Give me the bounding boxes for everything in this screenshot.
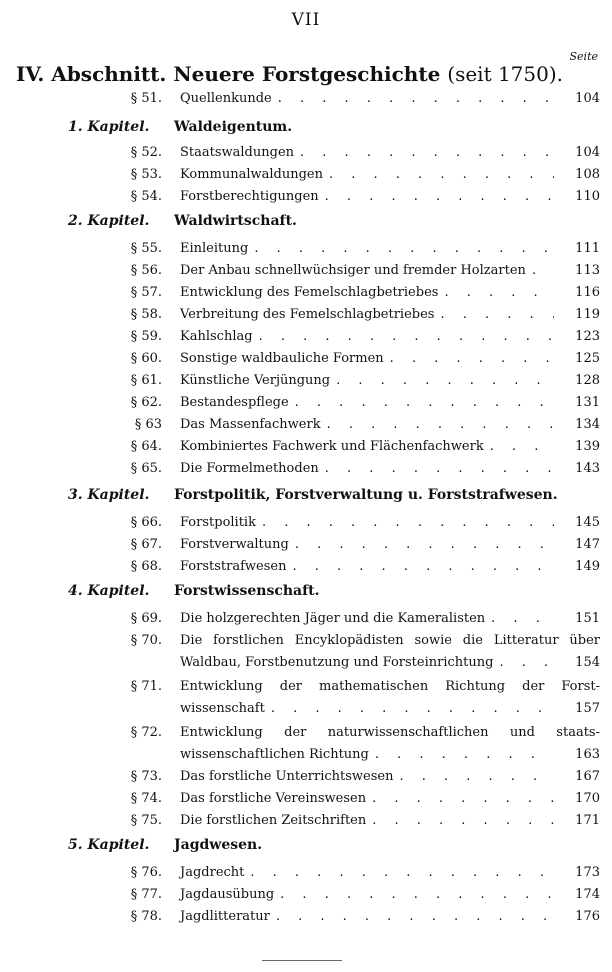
page-ref: 110: [575, 189, 600, 204]
page-ref: 151: [575, 611, 600, 626]
page-ref: 123: [575, 329, 600, 344]
page-ref: 173: [575, 865, 600, 880]
entry-title: Verbreitung des Femelschlagbetriebes: [180, 307, 435, 322]
paragraph-number: § 65.: [130, 461, 162, 476]
toc-entry: [0, 788, 612, 810]
page-ref: 154: [575, 655, 600, 670]
entry-title: Die Formelmethoden: [180, 461, 319, 476]
page-ref: 113: [575, 263, 600, 278]
paragraph-number: § 72.: [130, 725, 162, 740]
toc-entry: [0, 164, 612, 186]
chapter-heading: [68, 580, 319, 602]
page-ref: 134: [575, 417, 600, 432]
paragraph-number: § 51.: [130, 91, 162, 106]
entry-title: Einleitung: [180, 241, 249, 256]
entry-title-line2: wissenschaft: [180, 701, 265, 716]
page-ref: 147: [575, 537, 600, 552]
page-ref: 111: [575, 241, 600, 256]
toc-entry: [0, 906, 612, 928]
toc-entry: [0, 142, 612, 164]
toc-entry: [0, 282, 612, 304]
paragraph-number: § 71.: [130, 679, 162, 694]
entry-title: Das Massenfachwerk: [180, 417, 321, 432]
entry-title: Forstberechtigungen: [180, 189, 319, 204]
page-number: VII: [291, 10, 321, 30]
page-ref: 176: [575, 909, 600, 924]
paragraph-number: § 64.: [130, 439, 162, 454]
toc-entry: [0, 676, 612, 720]
paragraph-number: § 58.: [130, 307, 162, 322]
toc-entry: [0, 238, 612, 260]
page-ref: 174: [575, 887, 600, 902]
entry-title: Künstliche Verjüngung: [180, 373, 331, 388]
page-ref: 131: [575, 395, 600, 410]
toc-entry: [0, 722, 612, 766]
toc-entry: [0, 534, 612, 556]
chapter-heading: [68, 834, 262, 856]
page-ref: 125: [575, 351, 600, 366]
page-ref: 171: [575, 813, 600, 828]
chapter-label: 5. Kapitel.: [68, 837, 150, 853]
entry-title: Entwicklung des Femelschlagbetriebes: [180, 285, 439, 300]
paragraph-number: § 69.: [130, 611, 162, 626]
entry-title-line1: Entwicklung der naturwissenschaftlichen und staats-: [180, 725, 600, 740]
paragraph-number: § 70.: [130, 633, 162, 648]
page-ref: 157: [575, 701, 600, 716]
entry-title: Jagdlitteratur: [180, 909, 270, 924]
chapter-label: 2. Kapitel.: [68, 213, 150, 229]
chapter-heading: [68, 210, 297, 232]
toc-entry: [0, 414, 612, 436]
chapter-title: Forstpolitik, Forstverwaltung u. Forststrafwesen.: [174, 487, 558, 503]
chapter-label: 3. Kapitel.: [68, 487, 150, 503]
footer-divider: [262, 960, 342, 961]
paragraph-number: § 60.: [130, 351, 162, 366]
entry-title: Kommunalwaldungen: [180, 167, 323, 182]
toc-entry: [0, 348, 612, 370]
page-ref: 143: [575, 461, 600, 476]
paragraph-number: § 54.: [130, 189, 162, 204]
entry-title: Quellenkunde: [180, 91, 272, 106]
page-ref: 128: [575, 373, 600, 388]
entry-title: Staatswaldungen: [180, 145, 295, 160]
entry-title-line2: wissenschaftlichen Richtung: [180, 747, 369, 762]
page-ref: 104: [575, 91, 600, 106]
entry-title: Das forstliche Vereinswesen: [180, 791, 367, 806]
toc-entry: [0, 810, 612, 832]
chapter-title: Jagdwesen.: [174, 837, 263, 853]
paragraph-number: § 62.: [130, 395, 162, 410]
toc-entry: [0, 766, 612, 788]
entry-title: Bestandespflege: [180, 395, 289, 410]
toc-entry: [0, 186, 612, 208]
entry-title: Forststrafwesen: [180, 559, 287, 574]
toc-entry: [0, 326, 612, 348]
chapter-label: 4. Kapitel.: [68, 583, 150, 599]
toc-entry: [0, 862, 612, 884]
entry-title: Kombiniertes Fachwerk und Flächenfachwerk: [180, 439, 484, 454]
paragraph-number: § 59.: [130, 329, 162, 344]
page-ref: 139: [575, 439, 600, 454]
toc-entry: [0, 260, 612, 282]
page-ref: 149: [575, 559, 600, 574]
paragraph-number: § 63: [134, 417, 162, 432]
paragraph-number: § 73.: [130, 769, 162, 784]
column-label-seite: Seite: [569, 50, 598, 63]
page-ref: 116: [575, 285, 600, 300]
entry-title: Forstpolitik: [180, 515, 256, 530]
entry-title: Forstverwaltung: [180, 537, 289, 552]
entry-title-line1: Die forstlichen Encyklopädisten sowie die Litteratur über: [180, 633, 600, 648]
section-subtitle: (seit 1750).: [447, 62, 564, 86]
toc-entry: [0, 88, 612, 110]
page-ref: 170: [575, 791, 600, 806]
toc-entry: [0, 608, 612, 630]
page-ref: 104: [575, 145, 600, 160]
chapter-heading: [68, 484, 558, 506]
chapter-heading: [68, 116, 292, 138]
paragraph-number: § 74.: [130, 791, 162, 806]
toc-entry: [0, 392, 612, 414]
paragraph-number: § 75.: [130, 813, 162, 828]
entry-title: Das forstliche Unterrichtswesen: [180, 769, 394, 784]
paragraph-number: § 76.: [130, 865, 162, 880]
chapter-title: Forstwissenschaft.: [174, 583, 320, 599]
page-ref: 119: [575, 307, 600, 322]
paragraph-number: § 77.: [130, 887, 162, 902]
entry-title: Die forstlichen Zeitschriften: [180, 813, 367, 828]
paragraph-number: § 56.: [130, 263, 162, 278]
paragraph-number: § 66.: [130, 515, 162, 530]
chapter-title: Waldeigentum.: [174, 119, 293, 135]
paragraph-number: § 53.: [130, 167, 162, 182]
entry-title-line1: Entwicklung der mathematischen Richtung der Forst-: [180, 679, 600, 694]
paragraph-number: § 57.: [130, 285, 162, 300]
page-ref: 167: [575, 769, 600, 784]
section-label: IV. Abschnitt.: [16, 62, 167, 86]
chapter-label: 1. Kapitel.: [68, 119, 150, 135]
entry-title: Kahlschlag: [180, 329, 253, 344]
paragraph-number: § 55.: [130, 241, 162, 256]
toc-entry: [0, 370, 612, 392]
toc-entry: [0, 884, 612, 906]
paragraph-number: § 67.: [130, 537, 162, 552]
chapter-title: Waldwirtschaft.: [174, 213, 297, 229]
paragraph-number: § 52.: [130, 145, 162, 160]
entry-title: Jagdausübung: [180, 887, 275, 902]
entry-title: Die holzgerechten Jäger und die Kameralisten: [180, 611, 486, 626]
section-title: Neuere Forstgeschichte: [173, 62, 441, 86]
entry-title-line2: Waldbau, Forstbenutzung und Forsteinrichtung: [180, 655, 494, 670]
toc-entry: [0, 304, 612, 326]
entry-title: Jagdrecht: [180, 865, 245, 880]
section-heading: [16, 62, 563, 86]
toc-entry: [0, 512, 612, 534]
entry-title: Der Anbau schnellwüchsiger und fremder Holzarten: [180, 263, 526, 278]
paragraph-number: § 78.: [130, 909, 162, 924]
toc-entry: [0, 436, 612, 458]
toc-entry: [0, 458, 612, 480]
paragraph-number: § 68.: [130, 559, 162, 574]
page-ref: 145: [575, 515, 600, 530]
toc-entry: [0, 556, 612, 578]
page-ref: 163: [575, 747, 600, 762]
page-ref: 108: [575, 167, 600, 182]
paragraph-number: § 61.: [130, 373, 162, 388]
entry-title: Sonstige waldbauliche Formen: [180, 351, 384, 366]
toc-entry: [0, 630, 612, 674]
